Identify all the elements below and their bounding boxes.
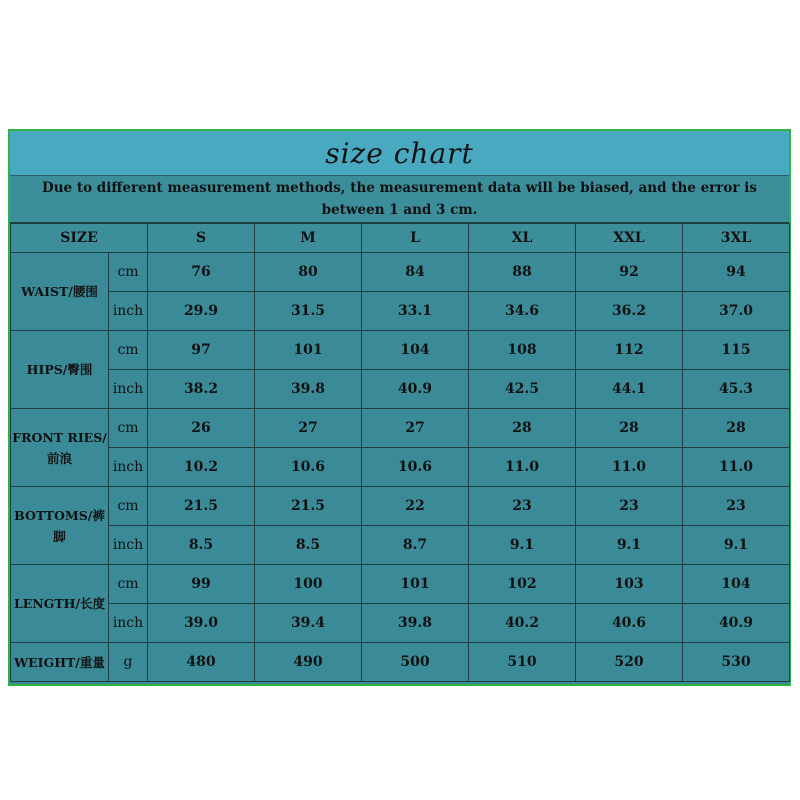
title-band: [10, 131, 789, 176]
measurement-value: 510: [469, 643, 576, 682]
measurement-value: 40.6: [576, 604, 683, 643]
table-row: [11, 643, 790, 682]
table-row: [11, 409, 790, 448]
measurement-value: 80: [255, 253, 362, 292]
measurement-value: 39.4: [255, 604, 362, 643]
measurement-value: 39.8: [255, 370, 362, 409]
size-header: SIZE: [11, 224, 148, 253]
measurement-value: 112: [576, 331, 683, 370]
measurement-value: 39.0: [148, 604, 255, 643]
measurement-value: 10.2: [148, 448, 255, 487]
unit-label: inch: [109, 604, 148, 643]
measurement-value: 21.5: [255, 487, 362, 526]
measurement-category: WAIST/腰围: [11, 253, 109, 331]
measurement-value: 36.2: [576, 292, 683, 331]
unit-label: cm: [109, 253, 148, 292]
measurement-value: 530: [683, 643, 790, 682]
unit-label: inch: [109, 292, 148, 331]
measurement-value: 103: [576, 565, 683, 604]
measurement-value: 29.9: [148, 292, 255, 331]
chart-title: size chart: [325, 136, 474, 170]
header-row: [11, 224, 790, 253]
measurement-value: 26: [148, 409, 255, 448]
measurement-value: 38.2: [148, 370, 255, 409]
measurement-value: 92: [576, 253, 683, 292]
measurement-value: 45.3: [683, 370, 790, 409]
measurement-value: 100: [255, 565, 362, 604]
measurement-value: 10.6: [362, 448, 469, 487]
notice-band: [10, 176, 789, 223]
table-row: [11, 604, 790, 643]
measurement-value: 21.5: [148, 487, 255, 526]
measurement-value: 104: [683, 565, 790, 604]
measurement-value: 8.5: [255, 526, 362, 565]
measurement-value: 9.1: [469, 526, 576, 565]
measurement-value: 76: [148, 253, 255, 292]
measurement-value: 42.5: [469, 370, 576, 409]
measurement-value: 480: [148, 643, 255, 682]
measurement-value: 23: [683, 487, 790, 526]
measurement-value: 8.5: [148, 526, 255, 565]
measurement-value: 23: [469, 487, 576, 526]
table-row: [11, 253, 790, 292]
measurement-value: 34.6: [469, 292, 576, 331]
measurement-value: 40.9: [683, 604, 790, 643]
measurement-category: WEIGHT/重量: [11, 643, 109, 682]
measurement-value: 44.1: [576, 370, 683, 409]
unit-label: cm: [109, 565, 148, 604]
measurement-value: 11.0: [576, 448, 683, 487]
measurement-value: 520: [576, 643, 683, 682]
size-table: [10, 223, 790, 682]
unit-label: cm: [109, 331, 148, 370]
table-body: [11, 253, 790, 682]
measurement-value: 33.1: [362, 292, 469, 331]
size-column-header: XL: [469, 224, 576, 253]
unit-label: inch: [109, 448, 148, 487]
measurement-notice: Due to different measurement methods, the measurement data will be biased, and the error is between 1 and 3 cm.: [42, 180, 757, 218]
measurement-value: 39.8: [362, 604, 469, 643]
measurement-value: 11.0: [469, 448, 576, 487]
measurement-value: 84: [362, 253, 469, 292]
measurement-value: 22: [362, 487, 469, 526]
size-column-header: XXL: [576, 224, 683, 253]
unit-label: inch: [109, 370, 148, 409]
table-row: [11, 487, 790, 526]
unit-label: cm: [109, 487, 148, 526]
unit-label: cm: [109, 409, 148, 448]
size-column-header: 3XL: [683, 224, 790, 253]
measurement-value: 102: [469, 565, 576, 604]
measurement-value: 104: [362, 331, 469, 370]
table-row: [11, 370, 790, 409]
size-chart: [8, 129, 791, 686]
unit-label: inch: [109, 526, 148, 565]
measurement-value: 40.9: [362, 370, 469, 409]
measurement-value: 88: [469, 253, 576, 292]
measurement-value: 500: [362, 643, 469, 682]
size-column-header: L: [362, 224, 469, 253]
measurement-value: 28: [576, 409, 683, 448]
table-row: [11, 331, 790, 370]
measurement-value: 28: [683, 409, 790, 448]
measurement-value: 101: [255, 331, 362, 370]
measurement-value: 23: [576, 487, 683, 526]
measurement-category: LENGTH/长度: [11, 565, 109, 643]
measurement-category: BOTTOMS/裤脚: [11, 487, 109, 565]
measurement-value: 8.7: [362, 526, 469, 565]
measurement-value: 97: [148, 331, 255, 370]
measurement-value: 99: [148, 565, 255, 604]
measurement-value: 27: [255, 409, 362, 448]
table-row: [11, 565, 790, 604]
measurement-value: 27: [362, 409, 469, 448]
measurement-value: 490: [255, 643, 362, 682]
table-row: [11, 526, 790, 565]
measurement-value: 28: [469, 409, 576, 448]
measurement-value: 9.1: [683, 526, 790, 565]
measurement-value: 108: [469, 331, 576, 370]
measurement-category: HIPS/臀围: [11, 331, 109, 409]
table-row: [11, 292, 790, 331]
measurement-value: 11.0: [683, 448, 790, 487]
size-column-header: S: [148, 224, 255, 253]
measurement-value: 9.1: [576, 526, 683, 565]
measurement-value: 115: [683, 331, 790, 370]
measurement-category: FRONT RIES/前浪: [11, 409, 109, 487]
table-row: [11, 448, 790, 487]
measurement-value: 37.0: [683, 292, 790, 331]
measurement-value: 31.5: [255, 292, 362, 331]
measurement-value: 40.2: [469, 604, 576, 643]
size-column-header: M: [255, 224, 362, 253]
measurement-value: 94: [683, 253, 790, 292]
measurement-value: 101: [362, 565, 469, 604]
measurement-value: 10.6: [255, 448, 362, 487]
unit-label: g: [109, 643, 148, 682]
